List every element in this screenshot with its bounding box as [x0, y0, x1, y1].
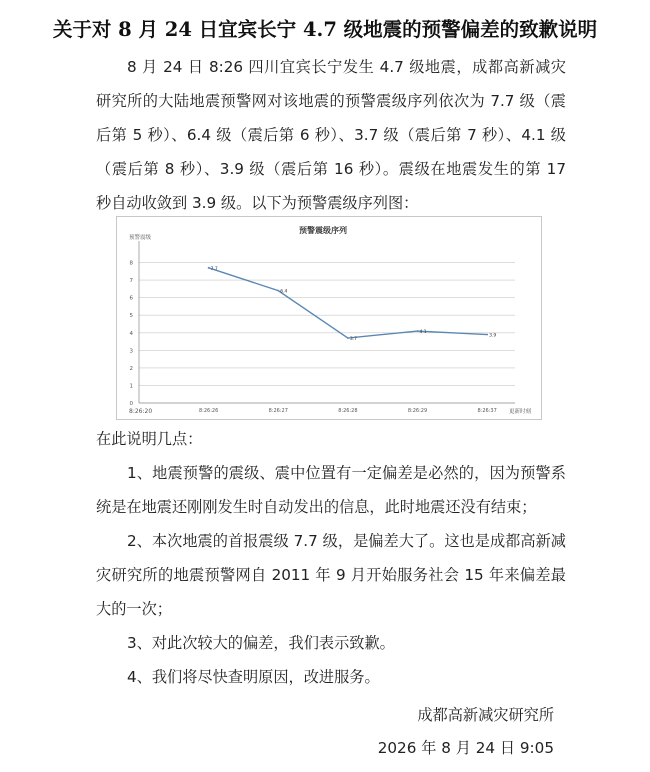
y-tick-label: 7: [129, 278, 133, 285]
data-point: [347, 337, 349, 339]
data-label: 3.9: [489, 333, 497, 339]
series-line: [209, 268, 488, 338]
magnitude-sequence-chart: [116, 216, 542, 420]
document-title: 关于对 8 月 24 日宜宾长宁 4.7 级地震的预警偏差的致歉说明: [52, 18, 598, 41]
point-1: 1、地震预警的震级、震中位置有一定偏差是必然的，因为预警系统是在地震还刚刚发生时自动发出的信息，此时地震还没有结束；: [96, 464, 566, 516]
x-tick-label: 8:26:37: [477, 408, 497, 414]
chart-xlabel: 更新时刻: [509, 409, 532, 415]
point-2: 2、本次地震的首报震级 7.7 级，是偏差大了。这也是成都高新减灾研究所的地震预警网自 2011 年 9 月开始服务社会 15 年来偏差最大的一次；: [96, 532, 566, 618]
data-point: [486, 334, 488, 336]
signature-org: 成都高新减灾研究所: [417, 706, 554, 724]
data-label: 6.4: [280, 289, 288, 295]
signature-date: 2026 年 8 月 24 日 9:05: [377, 739, 554, 757]
explain-heading: 在此说明几点：: [96, 430, 203, 448]
y-tick-label: 5: [129, 313, 133, 320]
data-point: [277, 290, 279, 292]
data-label: 7.7: [210, 266, 218, 272]
x-tick-label: 8:26:29: [407, 408, 428, 414]
data-label: 4.1: [419, 330, 427, 336]
data-point: [417, 330, 419, 332]
x-tick-label: 8:26:26: [198, 408, 219, 414]
y-tick-label: 3: [129, 348, 133, 355]
y-tick-label: 4: [129, 330, 133, 337]
data-label: 3.7: [349, 337, 358, 343]
y-tick-label: 0: [129, 401, 133, 407]
y-tick-label: 6: [129, 295, 133, 302]
x-tick-label: 8:26:28: [338, 408, 358, 414]
point-4: 4、我们将尽快查明原因，改进服务。: [127, 668, 380, 686]
x-tick-label: 8:26:27: [268, 408, 288, 414]
chart-title: 预警震级序列: [299, 226, 347, 235]
chart-canvas: [117, 217, 541, 419]
chart-origin-label: 8:26:20: [129, 408, 153, 415]
chart-ylabel: 预警震级: [129, 235, 152, 241]
y-tick-label: 1: [129, 383, 133, 390]
data-point: [208, 267, 210, 269]
y-tick-label: 8: [129, 260, 133, 267]
point-3: 3、对此次较大的偏差，我们表示致歉。: [127, 634, 395, 652]
y-tick-label: 2: [129, 365, 133, 372]
intro-paragraph: 8 月 24 日 8:26 四川宜宾长宁发生 4.7 级地震，成都高新减灾研究所的大陆地震预警网对该地震的预警震级序列依次为 7.7 级（震后第 5 秒）、6.4 级（震后第 6 秒）、3.7 级（震后第 7 秒）、4.1 级（震后第 8 秒）、3.9 级（震后第 16 秒）。震级在地震发生的第 17 秒自动收敛到 3.9 级。以下为预警震级序列图：: [96, 58, 566, 212]
